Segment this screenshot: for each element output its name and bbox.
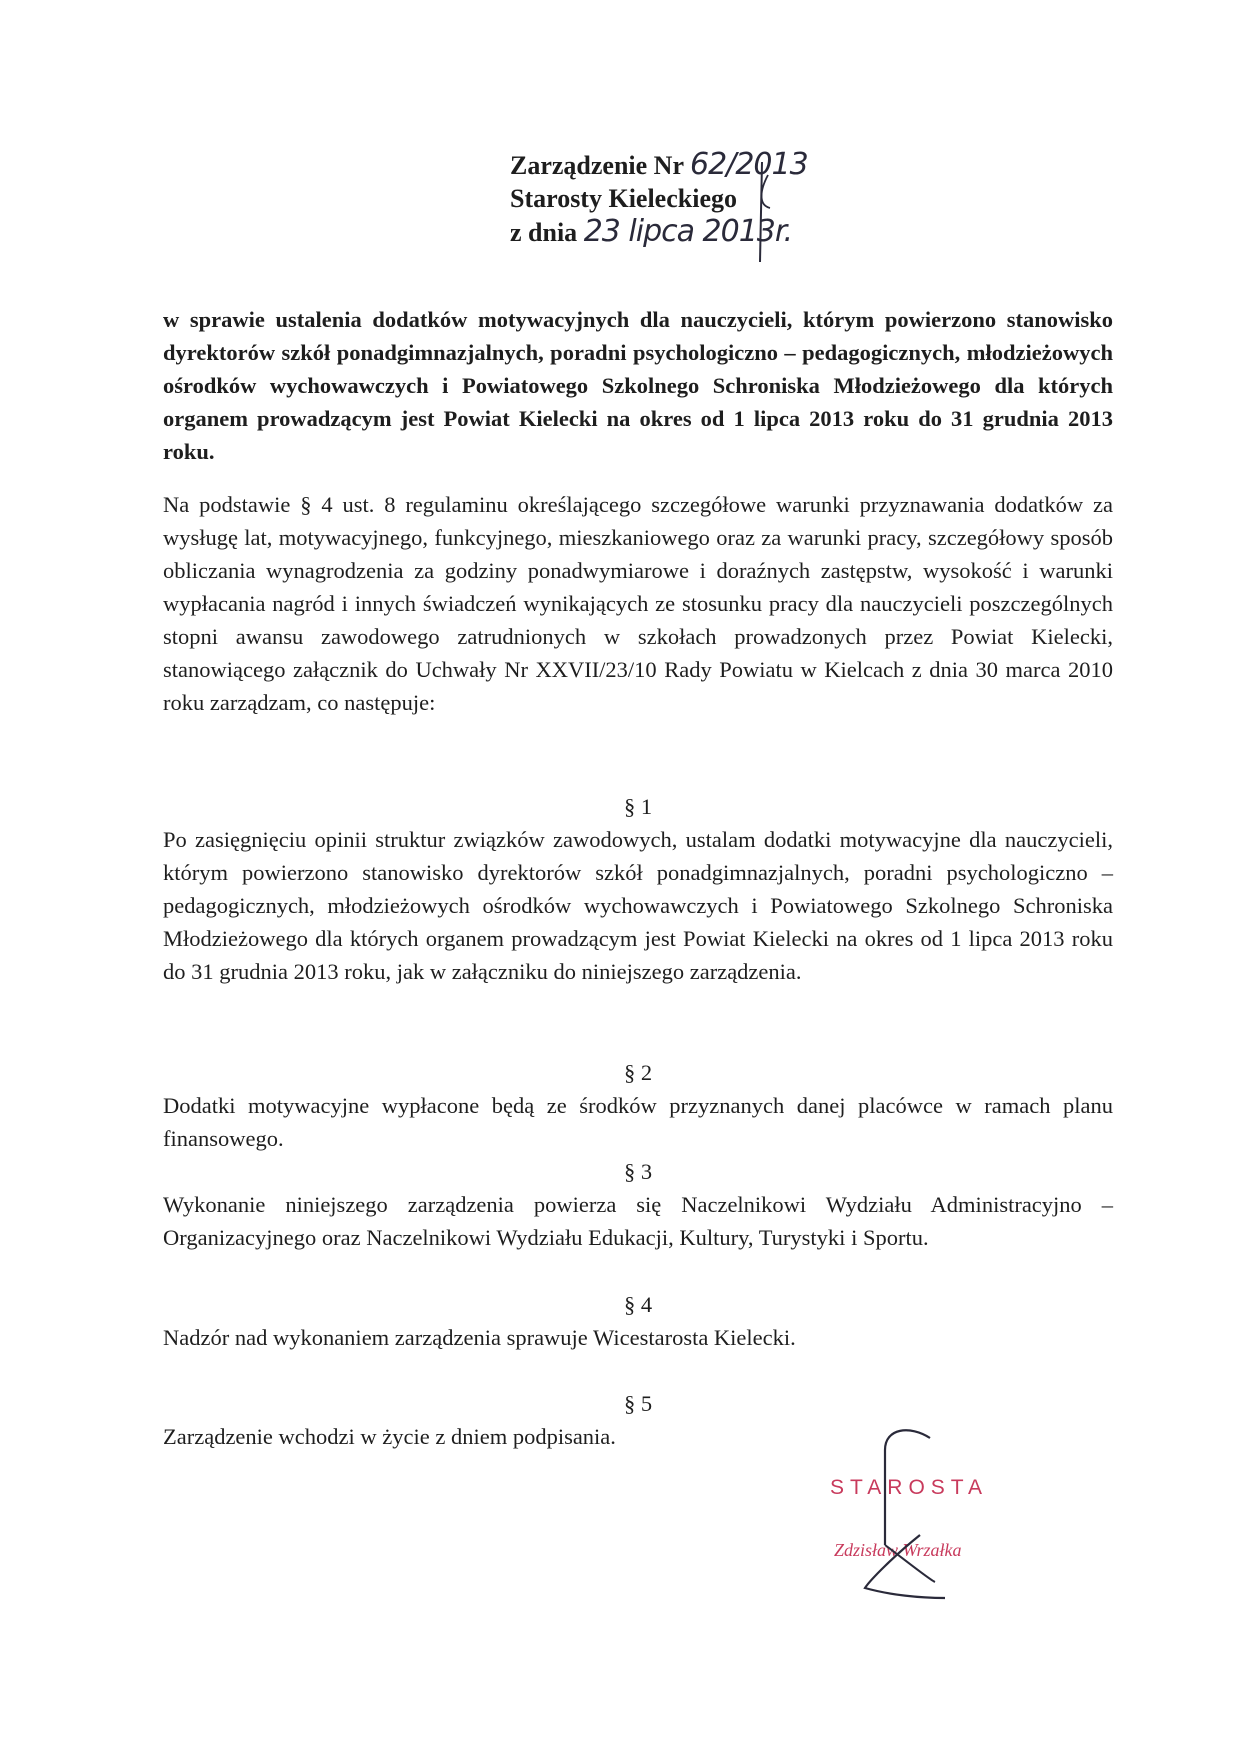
- section-text-4: Nadzór nad wykonaniem zarządzenia sprawuje Wicestarosta Kielecki.: [163, 1325, 796, 1350]
- date-line: [510, 215, 808, 249]
- title-prefix: Zarządzenie Nr: [510, 151, 691, 180]
- preamble-paragraph: Na podstawie § 4 ust. 8 regulaminu określającego szczegółowe warunki przyznawania dodatków za wysługę lat, motywacyjnego, funkcyjnego, mieszkaniowego oraz za warunki pracy, szczegółowy sposób obliczania wynagrodzenia za godziny ponadwymiarowe i doraźnych zastępstw, wysokość i warunki wypłacania nagród i innych świadczeń wynikających ze stosunku pracy dla nauczycieli poszczególnych stopni awansu zawodowego zatrudnionych w szkołach prowadzonych przez Powiat Kielecki, stanowiącego załącznik do Uchwały Nr XXVII/23/10 Rady Powiatu w Kielcach z dnia 30 marca 2010 roku zarządzam, co następuje:: [163, 492, 1113, 715]
- handwritten-number: 62/2013: [690, 147, 808, 182]
- date-prefix: z dnia: [510, 218, 578, 247]
- section-heading-4: § 4: [623, 1292, 653, 1317]
- section-heading-5: § 5: [623, 1391, 653, 1416]
- stamp-name: Zdzisław Wrzałka: [834, 1540, 962, 1560]
- handwritten-date: 23 lipca 2013r.: [583, 214, 792, 249]
- section-heading-3: § 3: [623, 1159, 653, 1184]
- document-header: [510, 148, 808, 249]
- section-text-1: Po zasięgnięciu opinii struktur związków zawodowych, ustalam dodatki motywacyjne dla nauczycieli, którym powierzono stanowisko dyrektorów szkół ponadgimnazjalnych, poradni psychologiczno – pedagogicznych, młodzieżowych ośrodków wychowawczych i Powiatowego Szkolnego Schroniska Młodzieżowego dla których organem prowadzącym jest Powiat Kielecki na okres od 1 lipca 2013 roku do 31 grudnia 2013 roku, jak w załączniku do niniejszego zarządzenia.: [163, 827, 1113, 984]
- title-line: [510, 148, 808, 182]
- subject-paragraph: w sprawie ustalenia dodatków motywacyjnych dla nauczycieli, którym powierzono stanowisko dyrektorów szkół ponadgimnazjalnych, poradni psychologiczno – pedagogicznych, młodzieżowych ośrodków wychowawczych i Powiatowego Szkolnego Schroniska Młodzieżowego dla których organem prowadzącym jest Powiat Kielecki na okres od 1 lipca 2013 roku do 31 grudnia 2013 roku.: [163, 307, 1113, 464]
- section-text-2: Dodatki motywacyjne wypłacone będą ze środków przyznanych danej placówce w ramach planu finansowego.: [163, 1093, 1113, 1151]
- section-heading-2: § 2: [623, 1060, 653, 1085]
- authority-line: Starosty Kieleckiego: [510, 184, 737, 213]
- section-heading-1: § 1: [623, 794, 653, 819]
- stamp-title: STAROSTA: [830, 1476, 989, 1499]
- signature-drawing: [850, 1420, 1000, 1620]
- section-text-3: Wykonanie niniejszego zarządzenia powierza się Naczelnikowi Wydziału Administracyjno – Organizacyjnego oraz Naczelnikowi Wydziału Edukacji, Kultury, Turystyki i Sportu.: [163, 1192, 1113, 1250]
- section-text-5: Zarządzenie wchodzi w życie z dniem podpisania.: [163, 1424, 616, 1449]
